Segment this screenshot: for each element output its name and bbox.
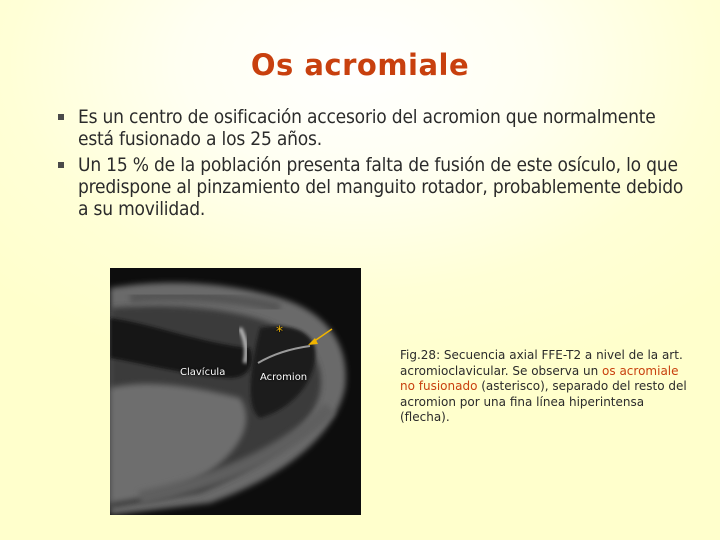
- bullet-text: Un 15 % de la población presenta falta de fusión de este osículo, lo que predispone al pinzamiento del manguito rotador, probablemente debido a su movilidad.: [78, 154, 684, 220]
- label-acromion: Acromion: [260, 372, 308, 383]
- figure-caption: [400, 348, 690, 426]
- bullet-list: [56, 106, 696, 224]
- square-bullet-icon: [58, 162, 64, 168]
- bullet-text: Es un centro de osificación accesorio del acromion que normalmente está fusionado a los 25 años.: [78, 106, 656, 150]
- square-bullet-icon: [58, 114, 64, 120]
- asterisk-marker: *: [276, 324, 283, 340]
- bullet-item: [56, 154, 696, 220]
- mri-image: [110, 268, 361, 515]
- caption-text-2: (asterisco), separado del resto del acromion por una fina línea hiperintensa (flecha).: [400, 379, 687, 424]
- bullet-item: [56, 106, 696, 150]
- label-clavicula: Clavícula: [180, 367, 226, 378]
- mri-scan-graphic: [110, 268, 361, 515]
- caption-highlight: os acromiale no fusionado: [400, 363, 679, 393]
- slide-title: Os acromiale: [250, 48, 470, 82]
- caption-text-1: Fig.28: Secuencia axial FFE-T2 a nivel de la art. acromioclavicular. Se observa un: [400, 348, 683, 378]
